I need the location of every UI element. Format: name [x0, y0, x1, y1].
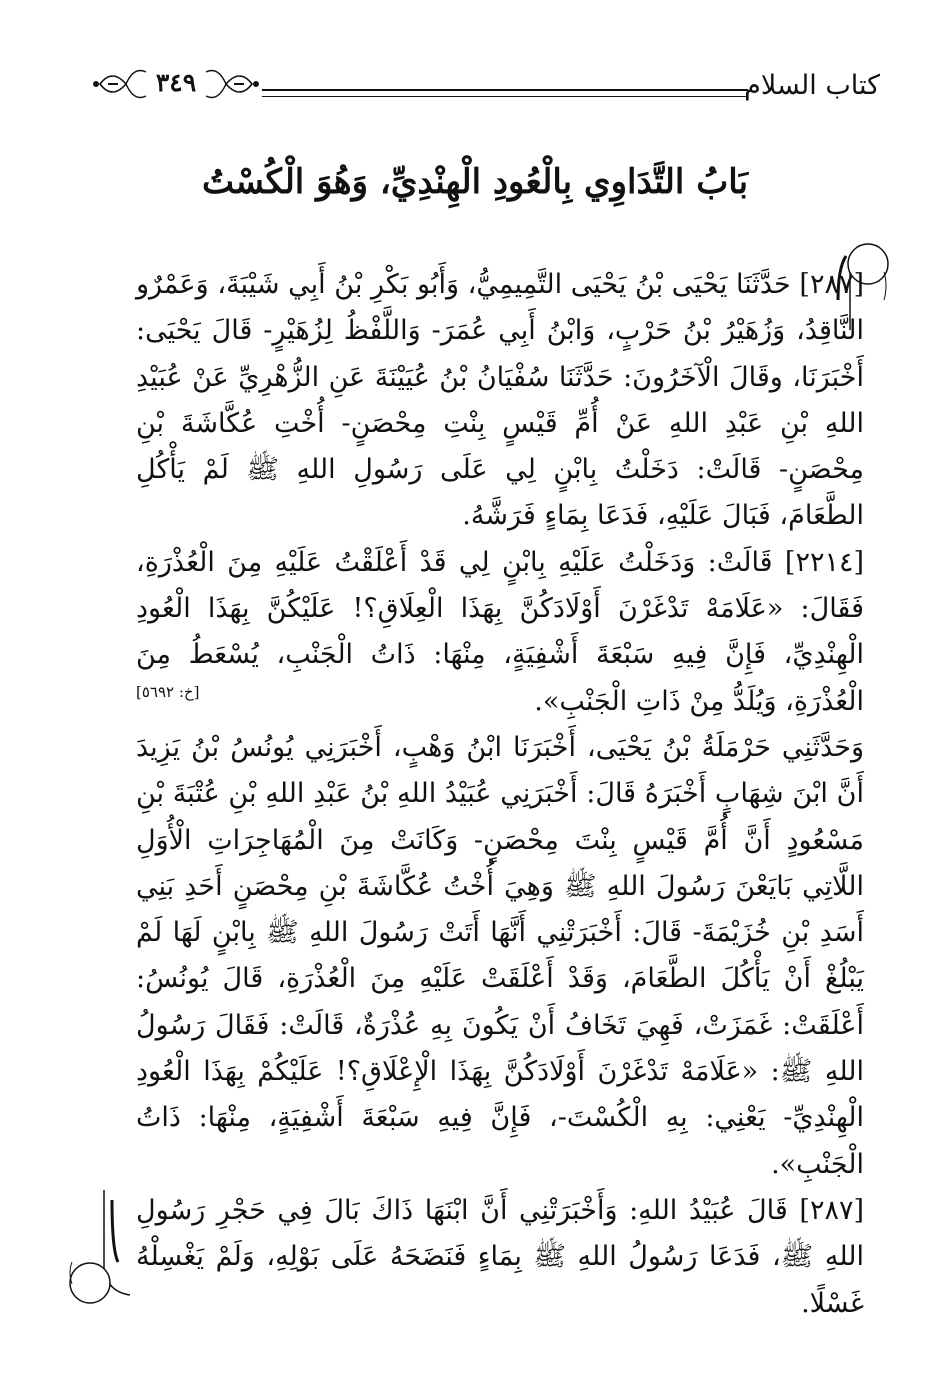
header-rule — [262, 89, 748, 97]
book-title: كتاب السلام — [744, 70, 880, 101]
page-number-badge — [90, 62, 262, 106]
hadith-paragraph-2214-wrapper — [136, 540, 864, 725]
hadith-paragraph-harmala: وَحَدَّثَنِي حَرْمَلَةُ بْنُ يَحْيَى، أَخْبَرَنَا ابْنُ وَهْبٍ، أَخْبَرَنِي يُونُسُ بْنُ يَزِيدَ أَنَّ ابْنَ شِهَابٍ أَخْبَرَهُ قَالَ: أَخْبَرَنِي عُبَيْدُ اللهِ بْنُ عَبْدِ اللهِ بْنِ عُتْبَةَ بْنِ مَسْعُودٍ أَنَّ أُمَّ قَيْسٍ بِنْتَ مِحْصَنٍ- وَكَانَتْ مِنَ الْمُهَاجِرَاتِ الْأُوَلِ اللَّاتِي بَايَعْنَ رَسُولَ اللهِ ﷺ وَهِيَ أُخْتُ عُكَّاشَةَ بْنِ مِحْصَنٍ أَحَدِ بَنِي أَسَدِ بْنِ خُزَيْمَةَ- قَالَ: أَخْبَرَتْنِي أَنَّهَا أَتَتْ رَسُولَ اللهِ ﷺ بِابْنٍ لَهَا لَمْ يَبْلُغْ أَنْ يَأْكُلَ الطَّعَامَ، وَقَدْ أَعْلَقَتْ عَلَيْهِ مِنَ الْعُذْرَةِ، قَالَ يُونُسُ: أَعْلَقَتْ: غَمَزَتْ، فَهِيَ تَخَافُ أَنْ يَكُونَ بِهِ عُذْرَةٌ، قَالَتْ: فَقَالَ رَسُولُ اللهِ ﷺ: «عَلَامَهْ تَدْغَرْنَ أَوْلَادَكُنَّ بِهَذَا الْإِعْلَاقِ؟! عَلَيْكُمْ بِهَذَا الْعُودِ الْهِنْدِيِّ- يَعْنِي: بِهِ الْكُسْتَ-، فَإِنَّ فِيهِ سَبْعَةَ أَشْفِيَةٍ، مِنْهَا: ذَاتُ الْجَنْبِ». — [136, 731, 864, 1180]
hadith-paragraph-287: [٢٨٧] حَدَّثَنَا يَحْيَى بْنُ يَحْيَى التَّمِيمِيُّ، وَأَبُو بَكْرِ بْنُ أَبِي شَيْبَةَ، وَعَمْرٌو النَّاقِدُ، وَزُهَيْرُ بْنُ حَرْبٍ، وَابْنُ أَبِي عُمَرَ- وَاللَّفْظُ لِزُهَيْرٍ- قَالَ يَحْيَى: أَخْبَرَنَا، وقَالَ الْآخَرُونَ: حَدَّثَنَا سُفْيَانُ بْنُ عُيَيْنَةَ عَنِ الزُّهْرِيِّ عَنْ عُبَيْدِ اللهِ بْنِ عَبْدِ اللهِ عَنْ أُمِّ قَيْسٍ بِنْتِ مِحْصَنٍ- أُخْتِ عُكَّاشَةَ بْنِ مِحْصَنٍ- قَالَتْ: دَخَلْتُ بِابْنٍ لِي عَلَى رَسُولِ اللهِ ﷺ لَمْ يَأْكُلِ الطَّعَامَ، فَبَالَ عَلَيْهِ، فَدَعَا بِمَاءٍ فَرَشَّهُ. — [136, 269, 864, 532]
page-number: ٣٤٩ — [155, 68, 197, 97]
hadith-paragraph-2214: [٢٢١٤] قَالَتْ: وَدَخَلْتُ عَلَيْهِ بِابْنٍ لِي قَدْ أَعْلَقْتُ عَلَيْهِ مِنَ الْعُذْرَةِ، فَقَالَ: «عَلَامَهْ تَدْغَرْنَ أَوْلَادَكُنَّ بِهَذَا الْعِلَاقِ؟! عَلَيْكُنَّ بِهَذَا الْعُودِ الْهِنْدِيِّ، فَإِنَّ فِيهِ سَبْعَةَ أَشْفِيَةٍ، مِنْهَا: ذَاتُ الْجَنْبِ، يُسْعَطُ مِنَ الْعُذْرَةِ، وَيُلَدُّ مِنْ ذَاتِ الْجَنْبِ». — [136, 546, 864, 717]
running-header — [90, 62, 880, 110]
chapter-title: بَابُ التَّدَاوِي بِالْعُودِ الْهِنْدِيِّ، وَهُوَ الْكُسْتُ — [201, 162, 749, 202]
hadith-text — [136, 262, 864, 1327]
bukhari-cross-reference: [خ: ٥٦٩٢] — [136, 682, 200, 701]
hadith-paragraph-287-continued: [٢٨٧] قَالَ عُبَيْدُ اللهِ: وَأَخْبَرَتْنِي أَنَّ ابْنَهَا ذَاكَ بَالَ فِي حَجْرِ رَسُولِ اللهِ ﷺ، فَدَعَا رَسُولُ اللهِ ﷺ بِمَاءٍ فَنَضَحَهُ عَلَى بَوْلِهِ، وَلَمْ يَغْسِلْهُ غَسْلًا. — [136, 1194, 864, 1319]
